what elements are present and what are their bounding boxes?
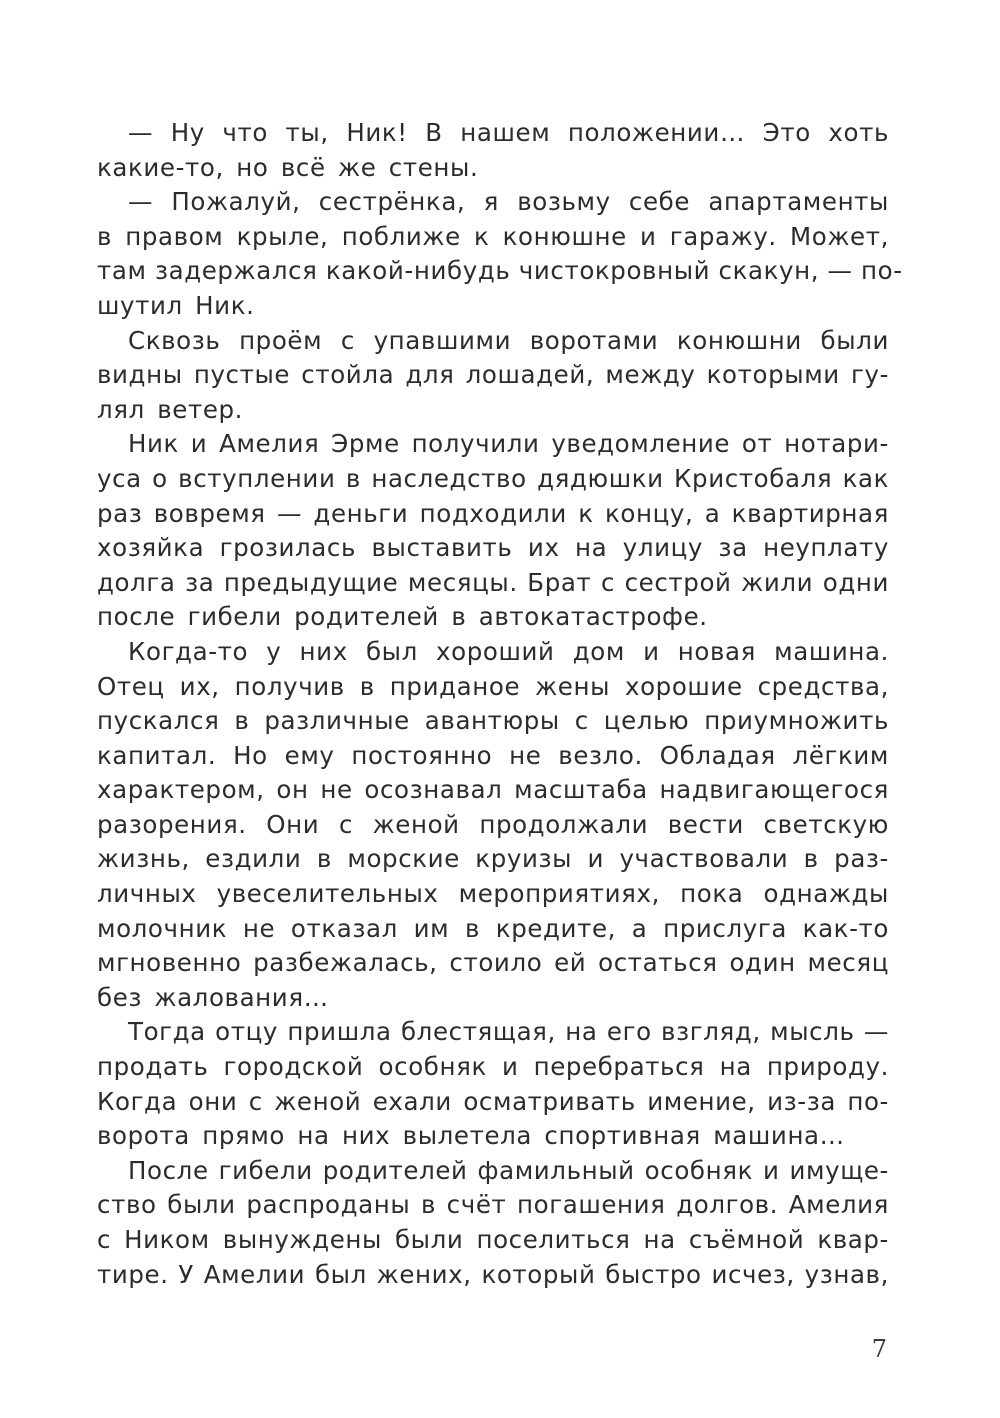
text-line: там задержался какой-нибудь чистокровный скакун, — по- [97,256,903,286]
text-line: в правом крыле, поближе к конюшне и гаражу. Может, [97,221,889,251]
text-line: уса о вступлении в наследство дядюшки Кристобаля как [97,463,889,493]
text-line: без жалования… [97,982,329,1012]
text-line: тире. У Амелии был жених, который быстро исчез, узнав, [97,1259,889,1289]
paragraph [97,635,889,1016]
paragraph [97,116,889,185]
text-line: ворота прямо на них вылетела спортивная машина… [97,1121,845,1151]
text-line: — Пожалуй, сестрёнка, я возьму себе апартаменты [128,187,889,217]
text-line: пускался в различные авантюры с целью приумножить [97,706,889,736]
paragraph [97,1154,889,1292]
text-line: продать городской особняк и перебраться на природу. [97,1052,889,1082]
text-line: после гибели родителей в автокатастрофе. [97,602,708,632]
text-line: мгновенно разбежалась, стоило ей остаться один месяц [97,948,889,978]
text-line: Сквозь проём с упавшими воротами конюшни были [128,325,889,355]
text-line: раз вовремя — деньги подходили к концу, а квартирная [97,498,889,528]
text-line: хозяйка грозилась выставить их на улицу за неуплату [97,533,889,563]
text-line: с Ником вынуждены были поселиться на съёмной квар- [97,1225,889,1254]
body-text [97,116,903,1292]
paragraph [97,185,903,323]
paragraph [97,1015,889,1153]
text-line: молочник не отказал им в кредите, а прислуга как-то [97,913,889,943]
text-line: характером, он не осознавал масштаба надвигающегося [97,775,889,805]
text-line: Когда-то у них был хороший дом и новая машина. [128,636,889,666]
page-number: 7 [871,1335,887,1363]
text-line: капитал. Но ему постоянно не везло. Обладая лёгким [97,740,889,770]
text-line: Когда они с женой ехали осматривать имение, из-за по- [97,1086,889,1116]
text-line: ство были распроданы в счёт погашения долгов. Амелия [97,1190,889,1220]
text-line: долга за предыдущие месяцы. Брат с сестрой жили одни [97,567,889,597]
text-line: Ник и Амелия Эрме получили уведомление от нотари- [128,429,889,459]
text-line: разорения. Они с женой продолжали вести светскую [97,809,889,839]
text-line: лял ветер. [97,394,244,424]
text-line: После гибели родителей фамильный особняк и имуще- [128,1155,889,1185]
text-line: видны пустые стойла для лошадей, между которыми гу- [97,360,889,390]
text-line: шутил Ник. [97,290,255,320]
text-line: — Ну что ты, Ник! В нашем положении… Это хоть [128,118,889,147]
text-line: какие-то, но всё же стены. [97,152,479,182]
text-line: личных увеселительных мероприятиях, пока однажды [97,879,889,909]
paragraph [97,427,889,635]
text-line: Отец их, получив в приданое жены хорошие средства, [97,671,889,701]
text-line: жизнь, ездили в морские круизы и участвовали в раз- [97,844,889,874]
text-line: Тогда отцу пришла блестящая, на его взгляд, мысль — [128,1017,889,1047]
paragraph [97,324,889,428]
